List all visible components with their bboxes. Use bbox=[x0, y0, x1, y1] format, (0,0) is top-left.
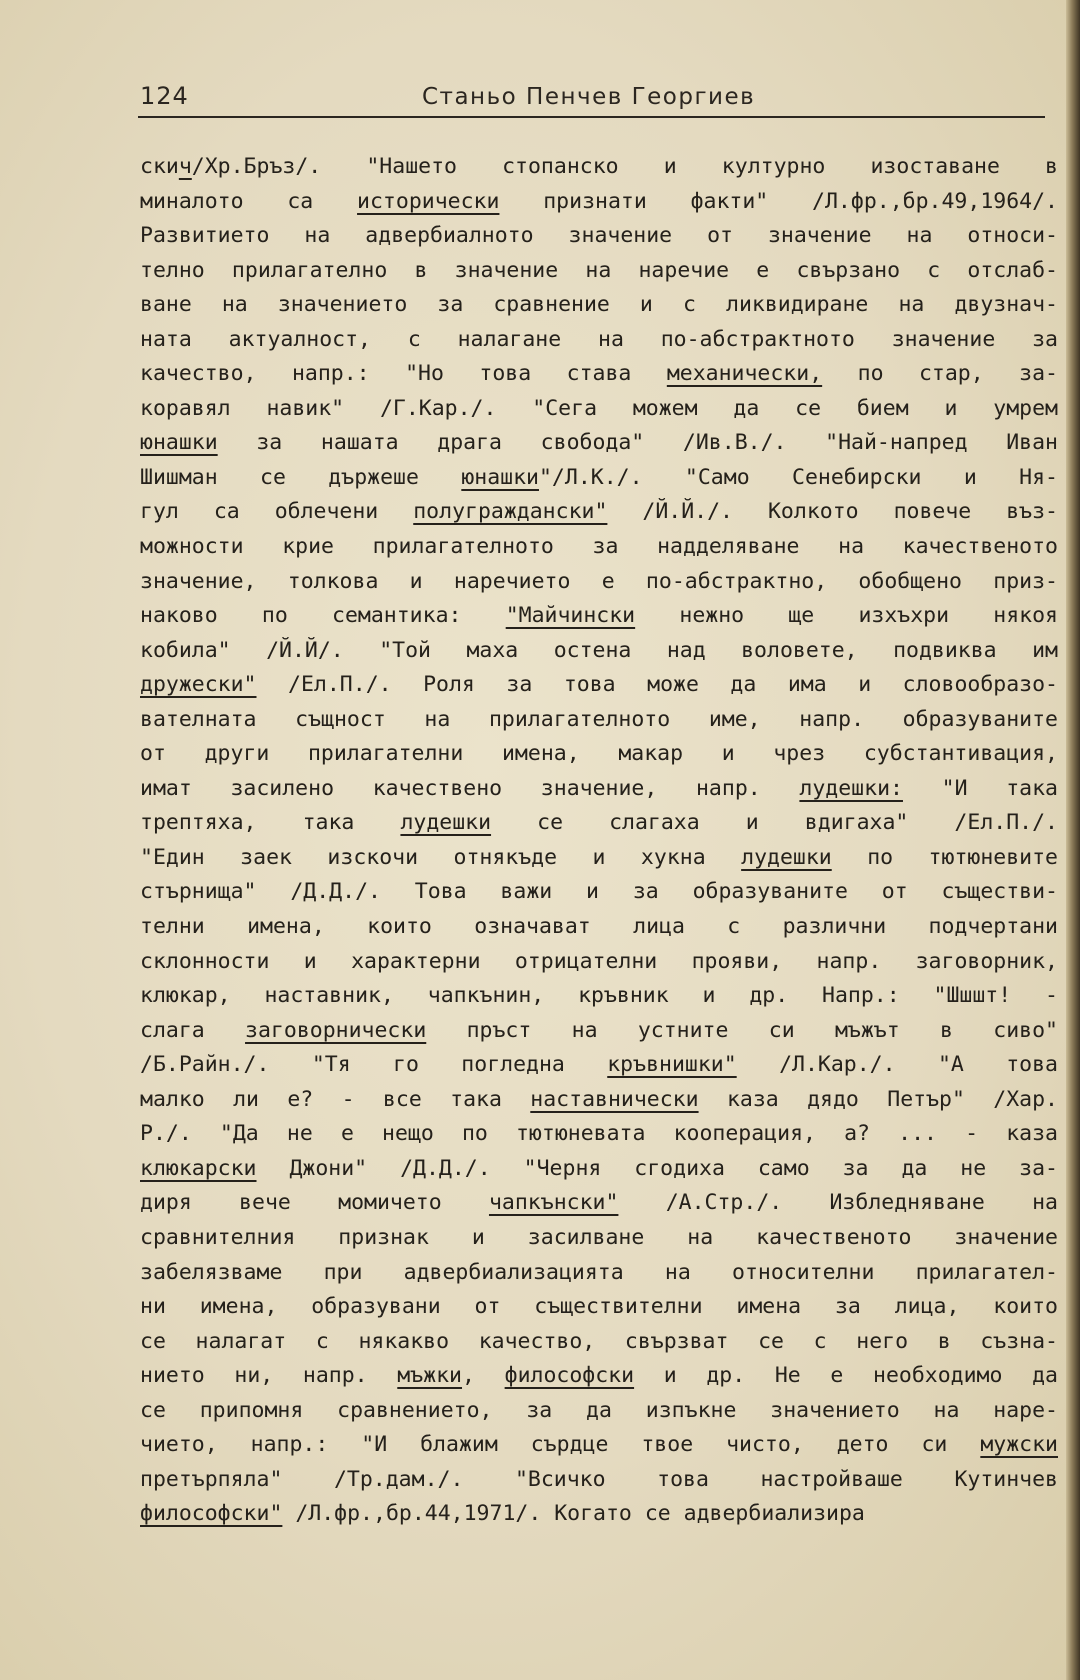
underlined-word: исторически bbox=[357, 188, 500, 214]
text-line bbox=[140, 1117, 1058, 1152]
text-run: имат засилено качествено значение, напр. bbox=[140, 775, 800, 801]
text-run: малко ли е? - все така bbox=[140, 1086, 531, 1112]
text-run: клюкар, наставник, чапкънин, кръвник и др. Напр.: "Шшшт! - bbox=[140, 983, 1058, 1009]
text-run: нежно ще изхъхри някоя bbox=[635, 603, 1058, 629]
text-run: качество, напр.: "Но това става bbox=[140, 361, 667, 387]
underlined-word: дружески" bbox=[140, 672, 257, 698]
text-line bbox=[140, 875, 1058, 910]
text-line bbox=[140, 1048, 1058, 1083]
underlined-word: философски bbox=[504, 1363, 635, 1389]
text-run: Джони" /Д.Д./. "Черня сгодиха само за да не за- bbox=[256, 1155, 1058, 1181]
underlined-word: наставнически bbox=[530, 1086, 699, 1112]
text-line bbox=[140, 1186, 1058, 1221]
text-run: "И така bbox=[902, 775, 1058, 801]
text-run: /А.Стр./. Избледняване на bbox=[618, 1190, 1058, 1216]
underlined-word: юнашки bbox=[140, 430, 218, 456]
text-line bbox=[140, 1221, 1058, 1256]
text-line bbox=[140, 461, 1058, 496]
text-run: слага bbox=[140, 1017, 246, 1043]
underlined-word: лудешки bbox=[741, 844, 832, 870]
text-line bbox=[140, 1497, 1058, 1532]
text-run: стърнища" /Д.Д./. Това важи и за образуваните от съществи- bbox=[140, 879, 1058, 905]
text-line bbox=[140, 1152, 1058, 1187]
text-run: значение, толкова и наречието е по-абстрактно, обобщено приз- bbox=[140, 568, 1058, 594]
text-line bbox=[140, 150, 1058, 185]
text-run: претърпяла" /Тр.дам./. "Всичко това настройваше Кутинчев bbox=[140, 1466, 1058, 1492]
text-run: диря вече момичето bbox=[140, 1190, 489, 1216]
text-line bbox=[140, 979, 1058, 1014]
text-run: /Б.Райн./. "Тя го погледна bbox=[140, 1052, 608, 1078]
underlined-word: мъжки bbox=[397, 1363, 463, 1389]
underlined-word: лудешки bbox=[400, 810, 492, 836]
text-run: пръст на устните си мъжът в сиво" bbox=[426, 1017, 1058, 1043]
underlined-word: заговорнически bbox=[245, 1017, 427, 1043]
text-run: и др. Не е необходимо да bbox=[634, 1363, 1059, 1389]
text-line bbox=[140, 426, 1058, 461]
text-line bbox=[140, 1359, 1058, 1394]
text-run: от други прилагателни имена, макар и чрез субстантивация, bbox=[140, 741, 1058, 767]
text-line bbox=[140, 323, 1058, 358]
underlined-word: полуграждански" bbox=[413, 499, 608, 525]
text-run: ване на значението за сравнение и с ликвидиране на двузнач- bbox=[140, 292, 1058, 318]
text-line bbox=[140, 219, 1058, 254]
page-edge-shadow bbox=[1066, 0, 1080, 1680]
text-run: "/Л.К./. "Само Сенебирски и Ня- bbox=[538, 464, 1058, 490]
text-run: склонности и характерни отрицателни прояви, напр. заговорник, bbox=[140, 948, 1058, 974]
text-line bbox=[140, 703, 1058, 738]
underlined-word: "Майчински bbox=[505, 603, 636, 629]
text-line bbox=[140, 945, 1058, 980]
underlined-word: чапкънски" bbox=[488, 1190, 619, 1216]
text-run: телни имена, които означават лица с различни подчертани bbox=[140, 914, 1058, 940]
text-run: чието, напр.: "И блажим сърдце твое чисто, дето си bbox=[140, 1432, 981, 1458]
body-text bbox=[140, 150, 1058, 1532]
text-run: коравял навик" /Г.Кар./. "Сега можем да се бием и умрем bbox=[140, 395, 1058, 421]
text-run: забелязваме при адвербиализацията на относителни прилагател- bbox=[140, 1259, 1058, 1285]
text-run: се припомня сравнението, за да изпъкне значението на наре- bbox=[140, 1397, 1058, 1423]
text-line bbox=[140, 1394, 1058, 1429]
underlined-word: кръвнишки" bbox=[607, 1052, 737, 1078]
text-line bbox=[140, 634, 1058, 669]
text-run: Р./. "Да не е нещо по тютюневата кооперация, а? ... - каза bbox=[140, 1121, 1058, 1147]
text-line bbox=[140, 1014, 1058, 1049]
running-head-author: Станьо Пенчев Георгиев bbox=[422, 84, 756, 110]
header-rule bbox=[138, 116, 1045, 118]
text-run: се налагат с някакво качество, свързват се с него в съзна- bbox=[140, 1328, 1058, 1354]
text-run: за нашата драга свобода" /Ив.В./. "Най-напред Иван bbox=[217, 430, 1058, 456]
text-line bbox=[140, 495, 1058, 530]
text-run: сравнителния признак и засилване на качественото значение bbox=[140, 1224, 1058, 1250]
text-run: признати факти" /Л.фр.,бр.49,1964/. bbox=[499, 188, 1058, 214]
text-line bbox=[140, 288, 1058, 323]
text-run: по тютюневите bbox=[831, 844, 1058, 870]
underlined-word: лудешки: bbox=[799, 775, 903, 801]
text-run: /Ел.П./. Роля за това може да има и словообразо- bbox=[256, 672, 1058, 698]
text-run: Шишман се държеше bbox=[140, 464, 462, 490]
text-run: ната актуалност, с налагане на по-абстрактното значение за bbox=[140, 326, 1058, 352]
underlined-word: клюкарски bbox=[140, 1155, 257, 1181]
page-number: 124 bbox=[140, 82, 189, 110]
text-run: нието ни, напр. bbox=[140, 1363, 398, 1389]
text-run: гул са облечени bbox=[140, 499, 414, 525]
text-line bbox=[140, 357, 1058, 392]
text-line bbox=[140, 1463, 1058, 1498]
text-run: /Л.фр.,бр.44,1971/. Когато се адвербиализира bbox=[282, 1501, 865, 1527]
text-run: можности крие прилагателното за надделяване на качественото bbox=[140, 534, 1058, 560]
text-run: се слагаха и вдигаха" /Ел.П./. bbox=[491, 810, 1058, 836]
page-header bbox=[138, 82, 1045, 116]
text-run: по стар, за- bbox=[822, 361, 1058, 387]
text-run: телно прилагателно в значение на наречие е свързано с отслаб- bbox=[140, 257, 1058, 283]
text-line bbox=[140, 910, 1058, 945]
text-run: /Хр.Бръз/. "Нашето стопанско и културно изоставане в bbox=[191, 154, 1058, 179]
text-run: трептяха, така bbox=[140, 810, 401, 836]
text-line bbox=[140, 1325, 1058, 1360]
text-line bbox=[140, 565, 1058, 600]
text-line bbox=[140, 254, 1058, 289]
underlined-word: механически, bbox=[666, 361, 823, 387]
underlined-word: философски" bbox=[140, 1501, 283, 1527]
text-line bbox=[140, 185, 1058, 220]
text-line bbox=[140, 841, 1058, 876]
text-run: /Й.Й./. Колкото повече въз- bbox=[607, 499, 1059, 525]
text-run: наково по семантика: bbox=[140, 603, 506, 629]
text-line bbox=[140, 599, 1058, 634]
text-line bbox=[140, 530, 1058, 565]
text-run: миналото са bbox=[140, 188, 358, 214]
text-run: , bbox=[462, 1363, 505, 1389]
underlined-word: юнашки bbox=[461, 464, 539, 490]
text-run: каза дядо Петър" /Хар. bbox=[698, 1086, 1059, 1112]
text-line bbox=[140, 1256, 1058, 1291]
text-run: ски bbox=[140, 154, 179, 179]
text-run: кобила" /Й.Й/. "Той маха остена над воловете, подвиква им bbox=[140, 637, 1058, 663]
text-run: вателната същност на прилагателното име, напр. образуваните bbox=[140, 706, 1058, 732]
text-run: ни имена, образувани от съществителни имена за лица, които bbox=[140, 1294, 1058, 1320]
underlined-word: ч bbox=[178, 154, 192, 179]
text-line bbox=[140, 1428, 1058, 1463]
text-line bbox=[140, 806, 1058, 841]
underlined-word: мужски bbox=[980, 1432, 1058, 1458]
text-line bbox=[140, 668, 1058, 703]
text-line bbox=[140, 1290, 1058, 1325]
text-run: Развитието на адвербиалното значение от значение на относи- bbox=[140, 223, 1058, 249]
text-line bbox=[140, 737, 1058, 772]
text-line bbox=[140, 772, 1058, 807]
text-run: "Един заек изскочи отнякъде и хукна bbox=[140, 844, 742, 870]
text-line bbox=[140, 1083, 1058, 1118]
text-line bbox=[140, 392, 1058, 427]
text-run: /Л.Кар./. "А това bbox=[736, 1052, 1058, 1078]
